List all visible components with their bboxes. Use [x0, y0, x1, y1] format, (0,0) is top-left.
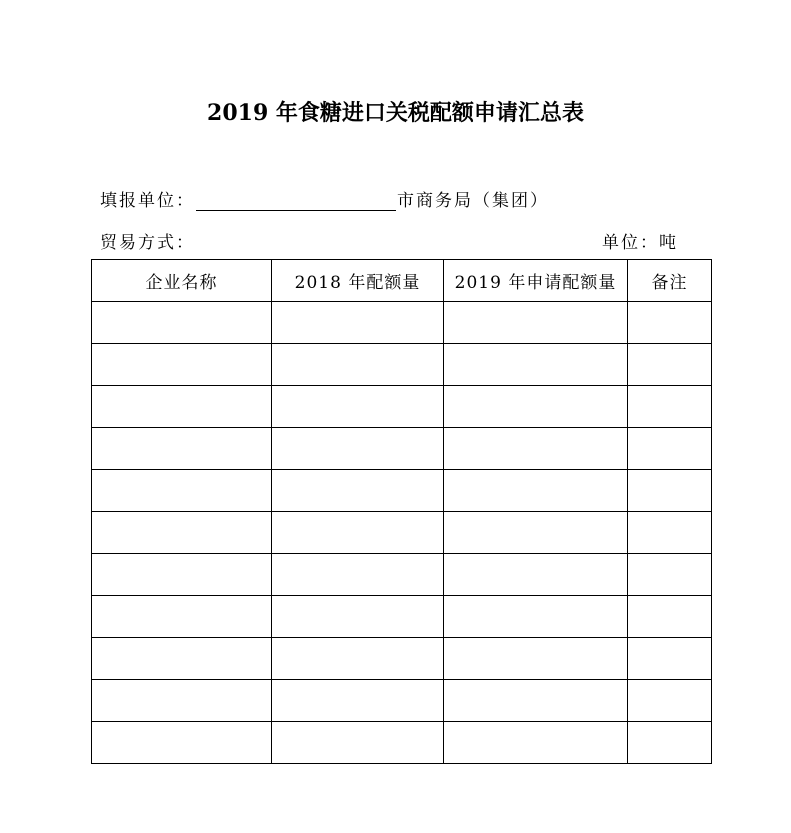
cell-company-name [92, 638, 272, 680]
cell-remarks [628, 344, 712, 386]
table-row [92, 638, 712, 680]
header-company-name: 企业名称 [92, 260, 272, 302]
cell-2018-quota [272, 554, 444, 596]
cell-2019-request [444, 554, 628, 596]
cell-remarks [628, 554, 712, 596]
cell-2018-quota [272, 722, 444, 764]
cell-remarks [628, 470, 712, 512]
table-row [92, 344, 712, 386]
cell-2018-quota [272, 428, 444, 470]
cell-company-name [92, 680, 272, 722]
cell-2019-request [444, 638, 628, 680]
summary-table [91, 259, 712, 764]
filler-unit-label: 填报单位： [100, 191, 195, 211]
cell-2019-request [444, 722, 628, 764]
cell-company-name [92, 470, 272, 512]
cell-remarks [628, 512, 712, 554]
cell-2019-request [444, 428, 628, 470]
cell-company-name [92, 386, 272, 428]
cell-remarks [628, 386, 712, 428]
cell-2019-request [444, 596, 628, 638]
table-body [92, 302, 712, 764]
cell-2018-quota [272, 596, 444, 638]
cell-remarks [628, 596, 712, 638]
cell-company-name [92, 722, 272, 764]
table-row [92, 386, 712, 428]
cell-2019-request [444, 512, 628, 554]
cell-remarks [628, 302, 712, 344]
cell-company-name [92, 596, 272, 638]
page-title: 2019 年食糖进口关税配额申请汇总表 [207, 100, 584, 126]
header-2019-request: 2019 年申请配额量 [444, 260, 628, 302]
trade-mode-row [100, 228, 678, 253]
table-row [92, 554, 712, 596]
table-row [92, 302, 712, 344]
cell-2019-request [444, 344, 628, 386]
cell-2019-request [444, 470, 628, 512]
table-header-row [92, 260, 712, 302]
table-row [92, 722, 712, 764]
cell-remarks [628, 428, 712, 470]
cell-2019-request [444, 386, 628, 428]
cell-2018-quota [272, 386, 444, 428]
cell-2018-quota [272, 512, 444, 554]
trade-mode-label: 贸易方式： [100, 233, 195, 253]
cell-company-name [92, 344, 272, 386]
cell-company-name [92, 512, 272, 554]
table-row [92, 470, 712, 512]
table-row [92, 512, 712, 554]
cell-remarks [628, 680, 712, 722]
filler-unit-row [100, 186, 549, 211]
cell-2018-quota [272, 680, 444, 722]
filler-unit-suffix: 市商务局（集团） [397, 191, 549, 211]
cell-remarks [628, 638, 712, 680]
cell-2019-request [444, 680, 628, 722]
filler-unit-blank [196, 192, 396, 211]
cell-2018-quota [272, 470, 444, 512]
cell-company-name [92, 302, 272, 344]
header-remarks: 备注 [628, 260, 712, 302]
cell-2019-request [444, 302, 628, 344]
table-row [92, 596, 712, 638]
cell-remarks [628, 722, 712, 764]
cell-company-name [92, 428, 272, 470]
cell-2018-quota [272, 344, 444, 386]
cell-2018-quota [272, 302, 444, 344]
cell-2018-quota [272, 638, 444, 680]
table-row [92, 680, 712, 722]
table-row [92, 428, 712, 470]
header-2018-quota: 2018 年配额量 [272, 260, 444, 302]
unit-label: 单位：吨 [602, 233, 678, 253]
cell-company-name [92, 554, 272, 596]
